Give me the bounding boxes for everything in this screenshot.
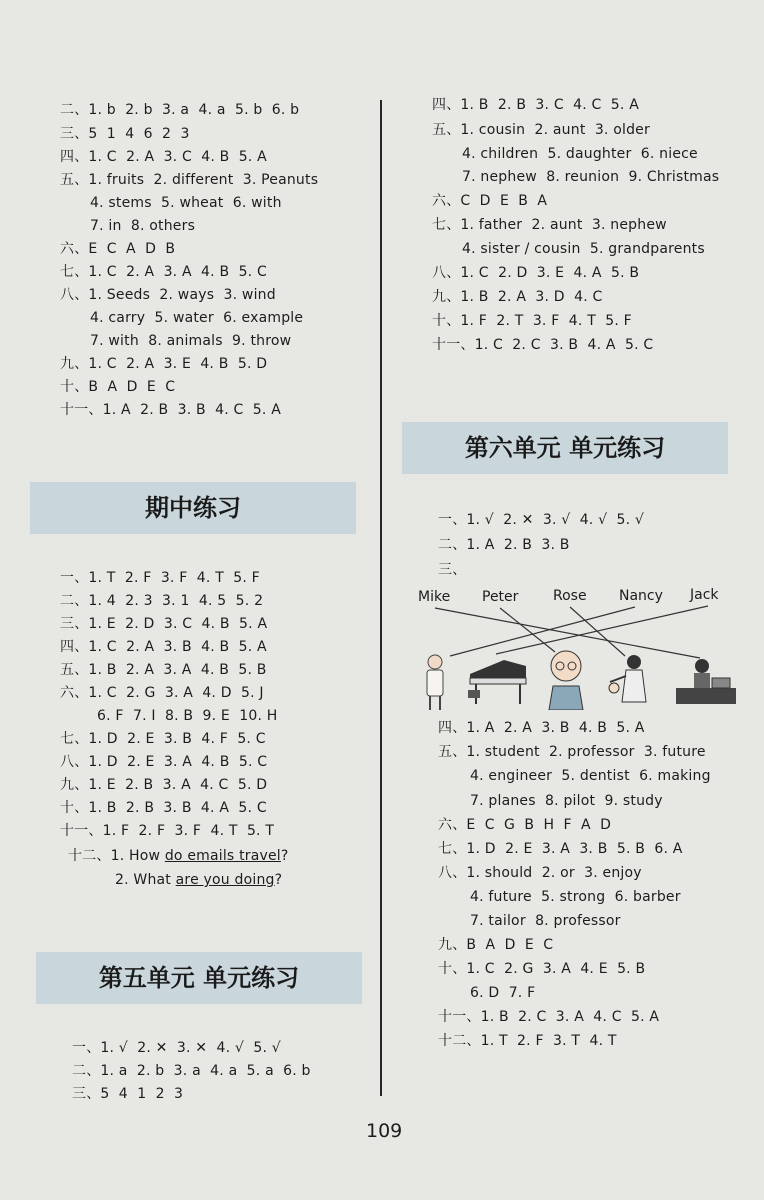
answer-line: 七、1. D 2. E 3. B 4. F 5. C — [60, 731, 266, 747]
piano-picture — [466, 656, 530, 706]
answer-line: 4. sister / cousin 5. grandparents — [462, 241, 705, 257]
nurse-picture — [420, 652, 450, 712]
answer-line: 7. planes 8. pilot 9. study — [470, 793, 663, 809]
answer-line: 七、1. D 2. E 3. A 3. B 5. B 6. A — [438, 841, 683, 857]
answer-line: 4. future 5. strong 6. barber — [470, 889, 681, 905]
answer-line: 三、5 1 4 6 2 3 — [60, 126, 190, 142]
answer-line: 五、1. B 2. A 3. A 4. B 5. B — [60, 662, 267, 678]
answer-line: 七、1. father 2. aunt 3. nephew — [432, 217, 667, 233]
answer-line: 三、1. E 2. D 3. C 4. B 5. A — [60, 616, 268, 632]
answer-line: 八、1. should 2. or 3. enjoy — [438, 865, 642, 881]
answer-line: 十、1. F 2. T 3. F 4. T 5. F — [432, 313, 632, 329]
section-title-unit5: 第五单元 单元练习 — [36, 952, 362, 1004]
barber-picture — [606, 652, 656, 710]
section-title-midterm: 期中练习 — [30, 482, 356, 534]
answer-line: 十一、1. B 2. C 3. A 4. C 5. A — [438, 1009, 660, 1025]
answer-line: 一、1. √ 2. ✕ 3. √ 4. √ 5. √ — [438, 512, 645, 528]
answer-line: 4. children 5. daughter 6. niece — [462, 146, 698, 162]
answer-line: 7. tailor 8. professor — [470, 913, 621, 929]
name-label: Peter — [482, 589, 519, 605]
answer-line: 四、1. C 2. A 3. B 4. B 5. A — [60, 639, 267, 655]
answer-line: 八、1. C 2. D 3. E 4. A 5. B — [432, 265, 640, 281]
name-label: Nancy — [619, 588, 663, 604]
answer-line: 五、1. student 2. professor 3. future — [438, 744, 706, 760]
underlined-phrase: are you doing — [175, 872, 275, 888]
answer-line: 十一、1. C 2. C 3. B 4. A 5. C — [432, 337, 654, 353]
answer-line: 九、1. E 2. B 3. A 4. C 5. D — [60, 777, 268, 793]
name-label: Jack — [690, 587, 719, 603]
answer-line: 三、5 4 1 2 3 — [72, 1086, 184, 1102]
answer-line: 4. carry 5. water 6. example — [90, 310, 304, 326]
answer-line: 六、E C G B H F A D — [438, 817, 612, 833]
answer-line: 九、B A D E C — [438, 937, 554, 953]
answer-line: 五、1. cousin 2. aunt 3. older — [432, 122, 650, 138]
page-number: 109 — [366, 1120, 403, 1142]
answer-line: 二、1. a 2. b 3. a 4. a 5. a 6. b — [72, 1063, 311, 1079]
answer-line: 一、1. T 2. F 3. F 4. T 5. F — [60, 570, 260, 586]
answer-line: 6. D 7. F — [470, 985, 536, 1001]
answer-line: 7. nephew 8. reunion 9. Christmas — [462, 169, 720, 185]
answer-line: 4. stems 5. wheat 6. with — [90, 195, 282, 211]
answer-line: 六、E C A D B — [60, 241, 176, 257]
tailor-picture — [672, 656, 738, 710]
section-title-unit6: 第六单元 单元练习 — [402, 422, 728, 474]
answer-line: 十一、1. F 2. F 3. F 4. T 5. T — [60, 823, 275, 839]
answer-line: 6. F 7. I 8. B 9. E 10. H — [97, 708, 278, 724]
answer-line: 三、 — [438, 562, 467, 578]
answer-line: 十、1. B 2. B 3. B 4. A 5. C — [60, 800, 267, 816]
answer-line: 二、1. 4 2. 3 3. 1 4. 5 5. 2 — [60, 593, 264, 609]
answer-line: 7. with 8. animals 9. throw — [90, 333, 292, 349]
answer-line: 四、1. A 2. A 3. B 4. B 5. A — [438, 720, 645, 736]
answer-line: 十、1. C 2. G 3. A 4. E 5. B — [438, 961, 646, 977]
answer-line: 二、1. b 2. b 3. a 4. a 5. b 6. b — [60, 102, 300, 118]
answer-line: 7. in 8. others — [90, 218, 196, 234]
answer-line: 十二、1. How do emails travel? — [68, 848, 289, 864]
man-with-glasses-picture — [541, 646, 591, 710]
answer-line: 五、1. fruits 2. different 3. Peanuts — [60, 172, 319, 188]
answer-line: 九、1. B 2. A 3. D 4. C — [432, 289, 603, 305]
answer-line: 四、1. B 2. B 3. C 4. C 5. A — [432, 97, 639, 113]
answer-line: 九、1. C 2. A 3. E 4. B 5. D — [60, 356, 268, 372]
underlined-phrase: do emails travel — [164, 848, 281, 864]
answer-line: 4. engineer 5. dentist 6. making — [470, 768, 711, 784]
answer-line: 十一、1. A 2. B 3. B 4. C 5. A — [60, 402, 281, 418]
answer-line: 十、B A D E C — [60, 379, 176, 395]
answer-line: 二、1. A 2. B 3. B — [438, 537, 570, 553]
answer-line: 七、1. C 2. A 3. A 4. B 5. C — [60, 264, 267, 280]
answer-line: 四、1. C 2. A 3. C 4. B 5. A — [60, 149, 267, 165]
answer-line: 2. What are you doing? — [115, 872, 283, 888]
answer-line: 六、C D E B A — [432, 193, 548, 209]
column-divider — [380, 100, 382, 1096]
name-label: Rose — [553, 588, 587, 604]
name-label: Mike — [418, 589, 451, 605]
answer-line: 六、1. C 2. G 3. A 4. D 5. J — [60, 685, 264, 701]
answer-line: 一、1. √ 2. ✕ 3. ✕ 4. √ 5. √ — [72, 1040, 281, 1056]
answer-line: 八、1. Seeds 2. ways 3. wind — [60, 287, 276, 303]
answer-line: 十二、1. T 2. F 3. T 4. T — [438, 1033, 617, 1049]
answer-line: 八、1. D 2. E 3. A 4. B 5. C — [60, 754, 268, 770]
